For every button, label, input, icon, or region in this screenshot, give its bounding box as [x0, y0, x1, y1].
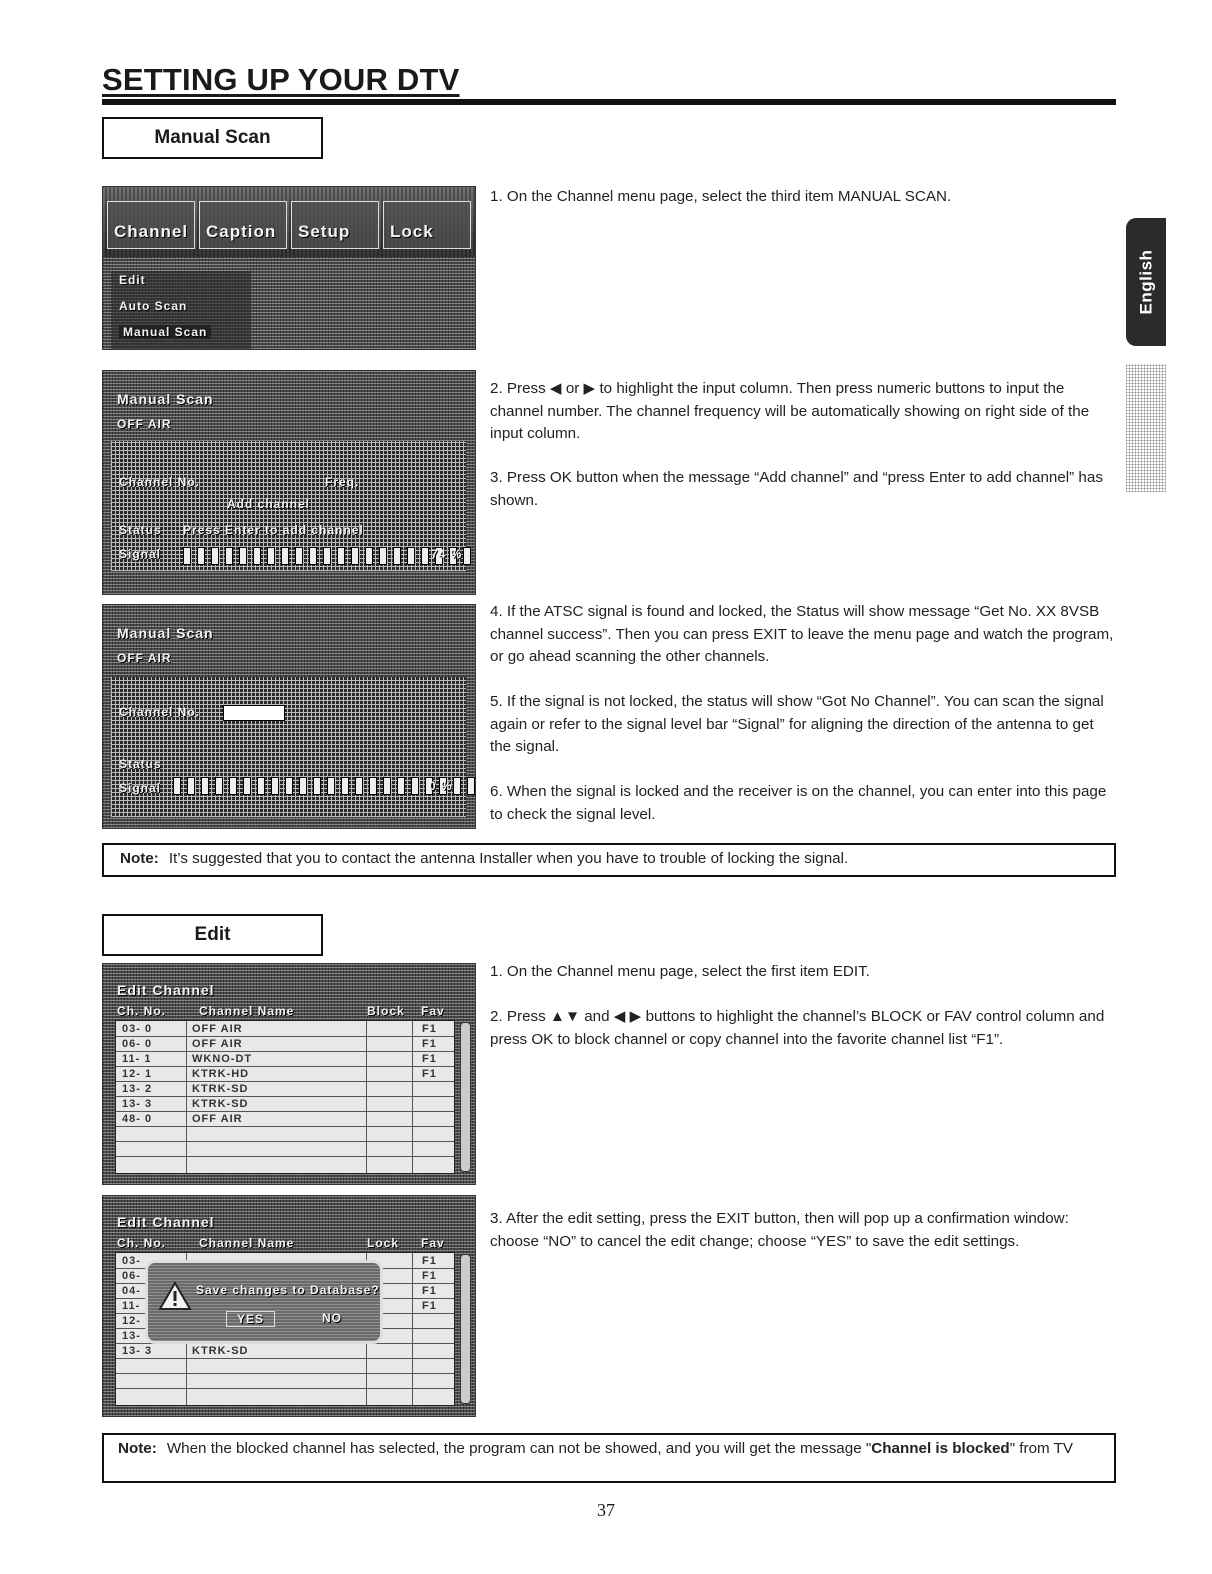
table-row [116, 1375, 454, 1389]
col-ch-no: Ch. No. [117, 1236, 166, 1250]
save-confirm-dialog [145, 1260, 383, 1344]
note-text: It’s suggested that you to contact the antenna Installer when you have to trouble of locking the signal. [168, 850, 849, 867]
manual-scan-step-3: 3. Press OK button when the message “Add channel” and “press Enter to add channel” has shown. [490, 469, 1103, 509]
manual-scan-screen-title: Manual Scan [117, 391, 214, 407]
edit-step-2: 2. Press ▲▼ and ◀ ▶ buttons to highlight the channel’s BLOCK or FAV control column and press OK to block channel or copy channel into the favorite channel list “F1”. [490, 1008, 1105, 1048]
status-label: Status [119, 523, 162, 537]
channel-no-label: Channel No. [119, 705, 201, 719]
tab-caption-label: Caption [206, 222, 277, 241]
tab-setup [291, 201, 379, 249]
channel-menu-screenshot [102, 186, 476, 350]
edit-step-3: 3. After the edit setting, press the EXIT button, then will pop up a confirmation window: choose “NO” to cancel the edit change; choose “YES” to save the edit settings. [490, 1210, 1069, 1250]
edit-channel-table [115, 1020, 455, 1174]
manual-scan-step-5: 5. If the signal is not locked, the status will show “Got No Channel”. You can scan the signal again or refer to the signal level bar “Signal” for aligning the direction of the antenna to get the signal. [490, 693, 1104, 755]
channel-no-input [223, 705, 285, 721]
signal-percent: 0 % [429, 779, 453, 793]
col-channel-name: Channel Name [199, 1004, 295, 1018]
table-row: 12- 1 KTRK-HD F1 [116, 1068, 454, 1082]
table-row: 13- 2 KTRK-SD [116, 1083, 454, 1097]
table-row: 12- [116, 1315, 454, 1329]
source-off-air: OFF AIR [117, 417, 172, 431]
menu-item-manual-scan: Manual Scan [119, 325, 211, 339]
manual-scan-heading [102, 117, 323, 159]
note-text-after: " from TV [1009, 1440, 1074, 1457]
col-block: Block [367, 1004, 405, 1018]
edit-confirm-screenshot [102, 1195, 476, 1417]
table-row [116, 1128, 454, 1142]
channel-no-label: Channel No. [119, 475, 201, 489]
col-channel-name: Channel Name [199, 1236, 295, 1250]
tab-setup-label: Setup [298, 222, 351, 241]
table-row [116, 1360, 454, 1374]
table-row: 11- F1 [116, 1300, 454, 1314]
dialog-no-button: NO [322, 1311, 342, 1325]
tab-channel [107, 201, 195, 249]
table-row: 06- 0 OFF AIR F1 [116, 1038, 454, 1052]
note-text-before: When the blocked channel has selected, the program can not be showed, and you will get the message " [166, 1440, 872, 1457]
title-rule [102, 99, 1116, 105]
manual-scan-step-1: 1. On the Channel menu page, select the third item MANUAL SCAN. [490, 188, 952, 205]
manual-scan-screen-title: Manual Scan [117, 625, 214, 641]
language-tab [1126, 218, 1166, 346]
status-text: Press Enter to add channel [183, 523, 364, 537]
manual-scan-heading-label: Manual Scan [154, 127, 271, 148]
signal-label: Signal [119, 547, 162, 561]
channel-menu-list [111, 271, 251, 350]
source-off-air: OFF AIR [117, 651, 172, 665]
note-text-bold: Channel is blocked [871, 1440, 1010, 1457]
signal-percent: 74 % [431, 547, 463, 561]
edit-note [102, 1433, 1116, 1483]
status-label: Status [119, 757, 162, 771]
manual-scan-note [102, 843, 1116, 877]
table-row: 06- F1 [116, 1270, 454, 1284]
table-row: 13- [116, 1330, 454, 1344]
tab-caption [199, 201, 287, 249]
manual-scan-step-6: 6. When the signal is locked and the receiver is on the channel, you can enter into this page to check the signal level. [490, 783, 1107, 823]
dialog-yes-button: YES [226, 1311, 275, 1327]
scan-grid-panel [111, 677, 466, 817]
col-ch-no: Ch. No. [117, 1004, 166, 1018]
table-row: 48- 0 OFF AIR [116, 1113, 454, 1127]
edit-heading [102, 914, 323, 956]
edit-scrollbar [460, 1254, 471, 1404]
manual-scan-step-2: 2. Press ◀ or ▶ to highlight the input column. Then press numeric buttons to input the channel number. The channel frequency will be automatically showing on right side of the input column. [490, 380, 1090, 442]
edit-step-1: 1. On the Channel menu page, select the first item EDIT. [490, 963, 870, 980]
note-label: Note: [120, 850, 159, 867]
language-tab-pattern [1126, 364, 1166, 492]
manual-scan-step-4: 4. If the ATSC signal is found and locked, the Status will show message “Get No. XX 8VSB channel success”. Then you can press EXIT to leave the menu page and watch the program, or go ahead scanning the other channels. [490, 603, 1114, 665]
freq-label: Freq. [325, 475, 360, 489]
edit-screen-title: Edit Channel [117, 982, 215, 998]
table-row: 04- F1 [116, 1285, 454, 1299]
menu-tab-bar [103, 187, 475, 257]
table-row: 03- 0 OFF AIR F1 [116, 1023, 454, 1037]
table-row [116, 1143, 454, 1157]
dialog-message: Save changes to Database? [196, 1283, 380, 1297]
page-title: SETTING UP YOUR DTV [102, 62, 460, 97]
manual-scan-signal-screenshot [102, 604, 476, 829]
language-tab-label: English [1136, 249, 1155, 315]
note-label: Note: [118, 1440, 157, 1457]
col-fav: Fav [421, 1004, 445, 1018]
edit-heading-label: Edit [194, 924, 231, 945]
tab-lock [383, 201, 471, 249]
page-number: 37 [597, 1500, 615, 1520]
tab-lock-label: Lock [390, 222, 434, 241]
col-lock: Lock [367, 1236, 400, 1250]
edit-screen-title: Edit Channel [117, 1214, 215, 1230]
warning-icon [158, 1281, 192, 1311]
tab-channel-label: Channel [114, 222, 189, 241]
table-row: 13- 3 KTRK-SD [116, 1098, 454, 1112]
menu-item-auto-scan: Auto Scan [119, 299, 188, 313]
table-row: 13- 3 KTRK-SD [116, 1345, 454, 1359]
edit-channel-screenshot [102, 963, 476, 1185]
edit-scrollbar [460, 1022, 471, 1172]
table-row: 03- F1 [116, 1255, 454, 1269]
add-channel-popup: Add channel [227, 497, 311, 511]
menu-item-edit: Edit [119, 273, 146, 287]
manual-scan-add-screenshot [102, 370, 476, 595]
table-row: 11- 1 WKNO-DT F1 [116, 1053, 454, 1067]
signal-label: Signal [119, 781, 162, 795]
col-fav: Fav [421, 1236, 445, 1250]
